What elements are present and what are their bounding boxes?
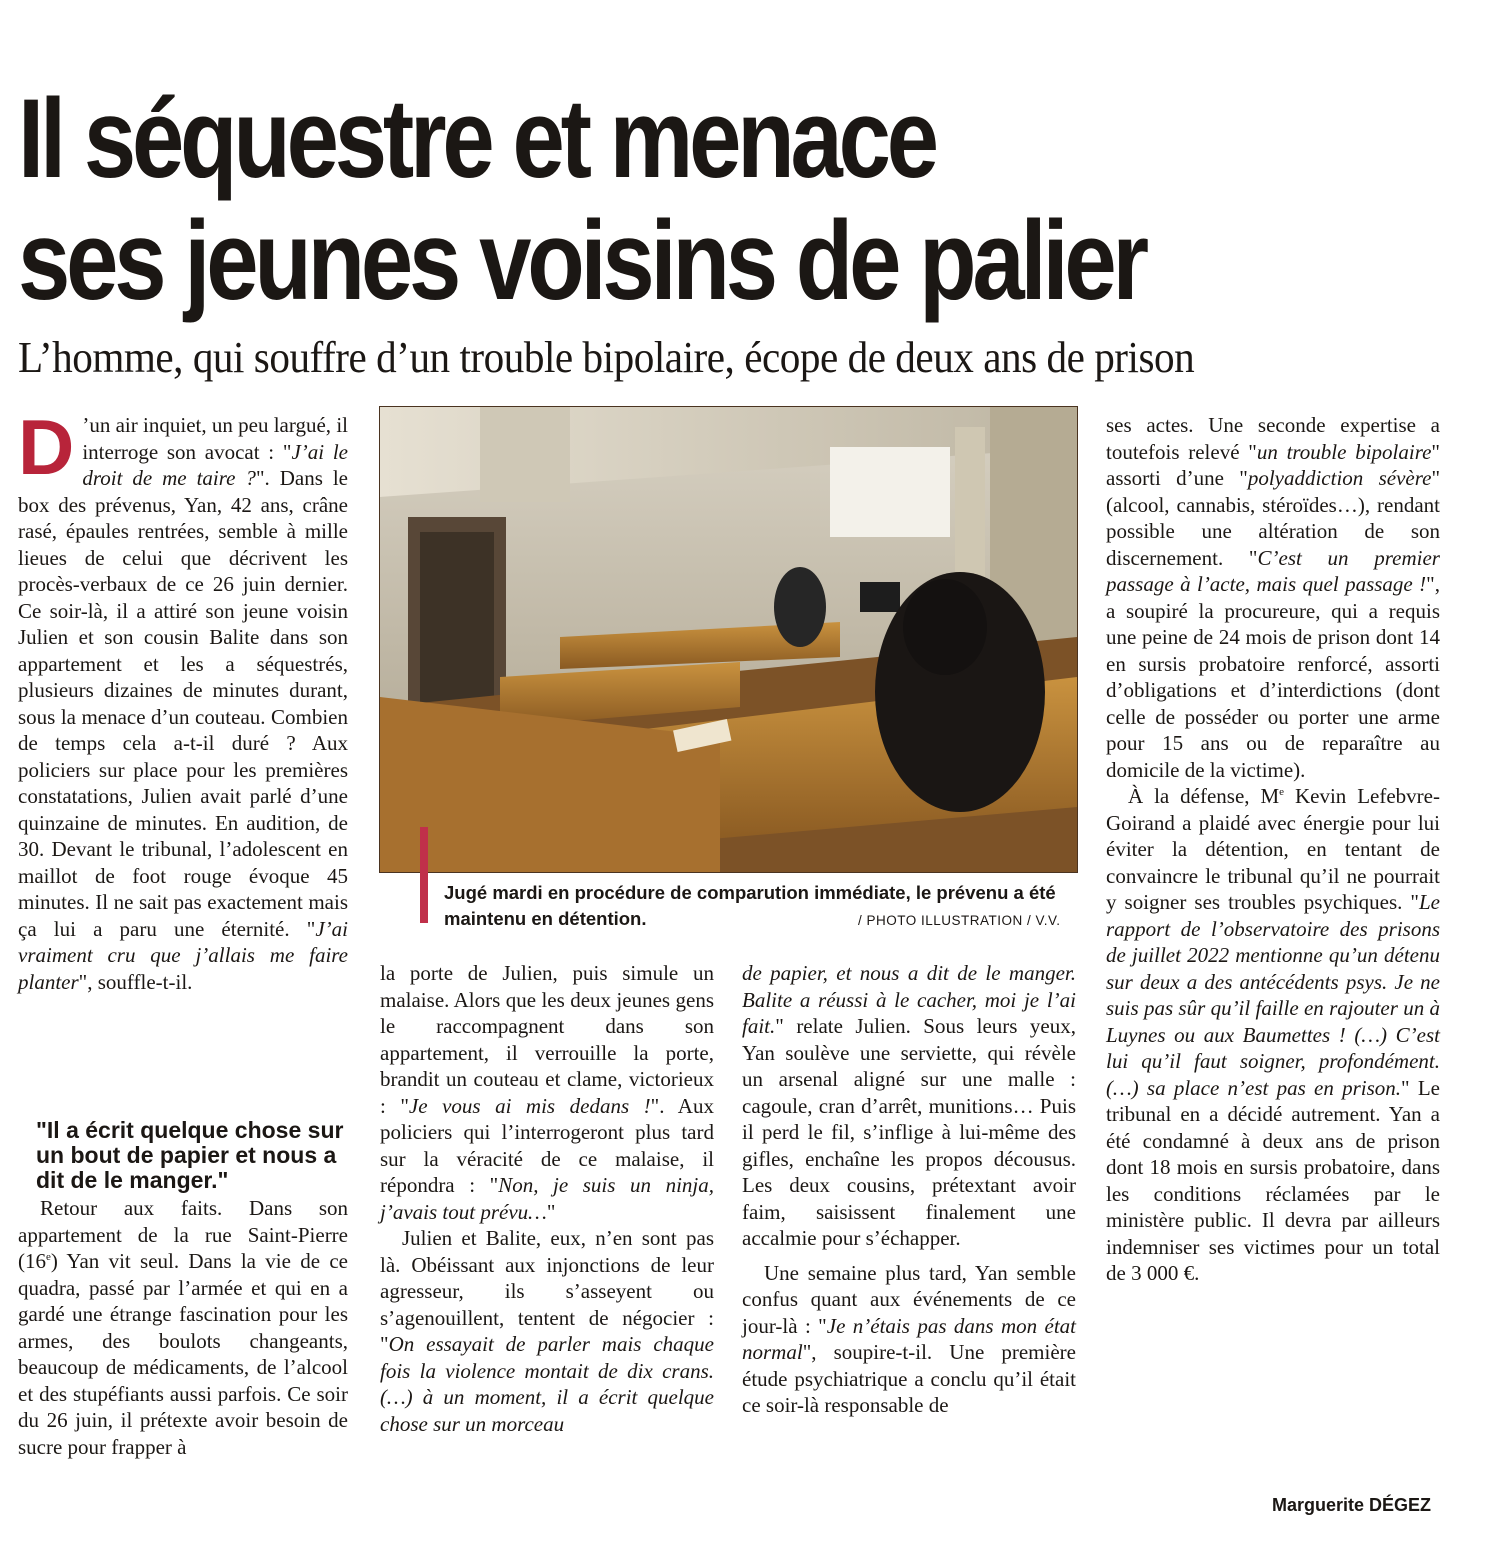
headline-line-1: Il séquestre et menace [18, 76, 935, 201]
paragraph: Une semaine plus tard, Yan semble confus quant aux événements de ce jour-là : "Je n’étais pas dans mon état normal", soupire-t-il. Une première étude psychiatrique a conclu qu’il était ce soir-là responsable de [742, 1260, 1076, 1417]
paragraph: Retour aux faits. Dans son appartement de la rue Saint-Pierre (16e) Yan vit seul. Dans la vie de ce quadra, passé par l’armée et qui en a gardé une étrange fascination pour les armes, des boulots changeants, beaucoup de médicaments, de l’alcool et des stupéfiants aussi parfois. Ce soir du 26 juin, il prétexte avoir besoin de sucre pour frapper à [18, 1196, 348, 1459]
headline [18, 78, 1244, 322]
photo-caption: Jugé mardi en procédure de comparution immédiate, le prévenu a été maintenu en détention. [444, 882, 1056, 929]
article-column-2 [380, 960, 714, 1437]
subheadline: L’homme, qui souffre d’un trouble bipolaire, écope de deux ans de prison [18, 333, 1195, 382]
article-column-1 [18, 403, 348, 995]
paragraph: de papier, et nous a dit de le manger. Balite a réussi à le cacher, moi je l’ai fait." relate Julien. Sous leurs yeux, Yan soulève une serviette, qui révèle un arsenal aligné sur une malle : cagoule, cran d’arrêt, munitions… Puis il perd le fil, s’inflige à lui-même des gifles, enchaîne les propos décousus. Les deux cousins, prétextant avoir faim, saisissent finalement une accalmie pour s’échapper. [742, 961, 1076, 1250]
paragraph: ses actes. Une seconde expertise a toutefois relevé "un trouble bipolaire" assorti d’une "polyaddiction sévère" (alcool, cannabis, stéroïdes…), rendant possible une altération de son discernement. "C’est un premier passage à l’acte, mais quel passage !", a soupiré la procureure, qui a requis une peine de 24 mois de prison dont 14 en sursis probatoire renforcé, assorti d’obligations et d’interdictions (dont celle de posséder ou porter une arme pour 15 ans ou de reparaître au domicile de la victime). [1106, 413, 1441, 782]
author-byline: Marguerite DÉGEZ [1272, 1495, 1432, 1515]
pull-quote: "Il a écrit quelque chose sur un bout de papier et nous a dit de le manger." [36, 1117, 344, 1193]
paragraph: À la défense, Me Kevin Lefebvre-Goirand a plaidé avec énergie pour lui éviter la détention, en tentant de convaincre le tribunal qu’il ne pourrait y soigner ses troubles psychiques. "Le rapport de l’observatoire des prisons de juillet 2022 mentionne qu’un détenu sur deux a des antécédents psys. Je ne suis pas sûr qu’il faille en rajouter un à Luynes ou aux Baumettes ! (…) C’est lui qu’il faut soigner, profondément. (…) sa place n’est pas en prison." Le tribunal en a décidé autrement. Yan a été condamné à deux ans de prison dont 18 mois en sursis probatoire, dans les conditions réclamées par le ministère public. Il devra par ailleurs indemniser ses victimes pour un total de 3 000 €. [1106, 784, 1440, 1285]
paragraph: D ’un air inquiet, un peu largué, il interroge son avocat : "J’ai le droit de me taire ?". Dans le box des prévenus, Yan, 42 ans, crâne rasé, épaules rentrées, semble à mille lieues de celui que décrivent les procès-verbaux de ce 26 juin dernier. Ce soir-là, il a attiré son jeune voisin Julien et son cousin Balite dans son appartement et les a séquestrés, plusieurs dizaines de minutes durant, sous la menace d’un couteau. Combien de temps cela a-t-il duré ? Aux policiers sur place pour les premières constatations, Julien avait parlé d’une quinzaine de minutes. En audition, de 30. Devant le tribunal, l’adolescent en maillot de foot rouge évoque 45 minutes. Il ne sait pas exactement mais ça lui a paru une éternité. "J’ai vraiment cru que j’allais me faire planter", souffle-t-il. [18, 403, 348, 994]
caption-accent-bar [420, 827, 428, 923]
headline-line-2: ses jeunes voisins de palier [18, 198, 1145, 323]
paragraph: Julien et Balite, eux, n’en sont pas là. Obéissant aux injonctions de leur agresseur, ils s’asseyent ou s’agenouillent, tentent de négocier : "On essayait de parler mais chaque fois la violence montait de dix crans. (…) à un moment, il a écrit quelque chose sur un morceau [380, 1226, 714, 1436]
courtroom-photo [379, 406, 1078, 873]
article-column-3 [742, 960, 1076, 1419]
article-column-4 [1106, 412, 1440, 1287]
photo-credit: / PHOTO ILLUSTRATION / V.V. [858, 913, 1061, 928]
article-column-1-continued [18, 1195, 348, 1460]
courtroom-image [380, 407, 1077, 872]
paragraph: la porte de Julien, puis simule un malaise. Alors que les deux jeunes gens le raccompagnent dans son appartement, il verrouille la porte, brandit un couteau et clame, victorieux : "Je vous ai mis dedans !". Aux policiers qui l’interrogeront plus tard sur la véracité de ce malaise, il répondra : "Non, je suis un ninja, j’avais tout prévu…" [380, 961, 714, 1224]
drop-cap: D [18, 403, 75, 491]
